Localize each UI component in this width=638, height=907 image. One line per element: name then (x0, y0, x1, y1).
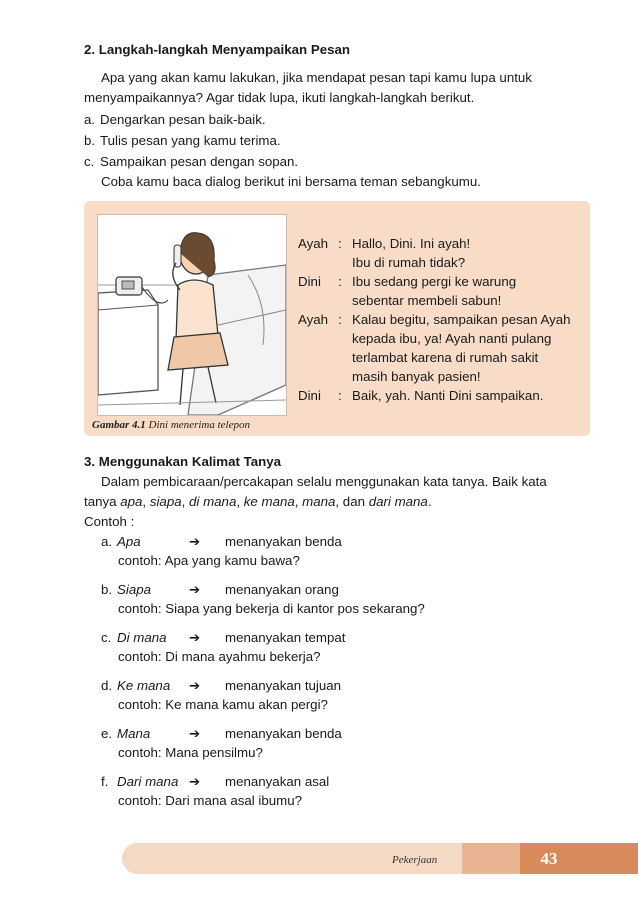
example-meaning: menanyakan asal (225, 774, 330, 789)
example-item (101, 724, 581, 772)
dialog-turn (298, 386, 593, 405)
dialog-line: sebentar membeli sabun! (352, 293, 502, 308)
dialog-speaker: Ayah (298, 312, 329, 327)
dialog-colon: : (338, 312, 342, 327)
step-item (84, 152, 594, 173)
example-meaning: menanyakan tujuan (225, 678, 342, 693)
example-word: Di mana (117, 630, 167, 645)
example-sentence: contoh: Mana pensilmu? (118, 745, 263, 760)
question-word: siapa (149, 494, 182, 509)
example-letter: f. (101, 774, 109, 789)
section-3-intro-line1: Dalam pembicaraan/percakapan selalu menggunakan kata tanya. Baik kata (101, 474, 547, 489)
dialog-line: masih banyak pasien! (352, 369, 481, 384)
dialog-turn (298, 310, 593, 386)
intro-prefix: tanya (84, 494, 117, 509)
question-word: apa (120, 494, 143, 509)
dialog-speaker: Ayah (298, 236, 329, 251)
section-2-heading: 2. Langkah-langkah Menyampaikan Pesan (84, 42, 351, 57)
examples-list (101, 532, 581, 820)
example-word: Mana (117, 726, 151, 741)
separator: , (142, 494, 147, 509)
dialog-turn (298, 272, 593, 310)
dialog-colon: : (338, 236, 342, 251)
contoh-label: Contoh : (84, 514, 135, 529)
example-sentence: contoh: Ke mana kamu akan pergi? (118, 697, 328, 712)
dialog-text (352, 386, 593, 405)
dialog-line: Kalau begitu, sampaikan pesan Ayah (352, 312, 571, 327)
example-letter: d. (101, 678, 113, 693)
page-number: 43 (540, 849, 558, 868)
dialog-line: kepada ibu, ya! Ayah nanti pulang (352, 331, 552, 346)
example-item (101, 772, 581, 820)
arrow-icon: ➔ (189, 582, 201, 597)
step-item (84, 131, 594, 152)
example-word: Dari mana (117, 774, 179, 789)
separator: , (181, 494, 186, 509)
figure-caption-text: Dini menerima telepon (148, 419, 250, 431)
dialog-text (352, 310, 593, 386)
dialog-text (352, 234, 593, 272)
dialog-line: Ibu di rumah tidak? (352, 255, 466, 270)
arrow-icon: ➔ (189, 678, 201, 693)
step-letter: c. (84, 154, 95, 169)
arrow-icon: ➔ (189, 630, 201, 645)
figure-caption-label: Gambar 4.1 (92, 419, 146, 431)
question-word: dari mana (368, 494, 428, 509)
example-word: Siapa (117, 582, 152, 597)
footer-accent-block (462, 843, 520, 874)
step-letter: a. (84, 112, 96, 127)
separator: , dan (335, 494, 365, 509)
figure-illustration (97, 214, 287, 416)
dialog-lines (298, 234, 593, 405)
dialog-line: Ibu sedang pergi ke warung (352, 274, 517, 289)
example-item (101, 628, 581, 676)
step-text: Dengarkan pesan baik-baik. (100, 112, 266, 127)
example-letter: c. (101, 630, 112, 645)
example-meaning: menanyakan benda (225, 534, 342, 549)
example-word: Apa (117, 534, 141, 549)
example-letter: a. (101, 534, 113, 549)
dialog-speaker: Dini (298, 388, 321, 403)
section-2-intro-line1: Apa yang akan kamu lakukan, jika mendapat pesan tapi kamu lupa untuk (101, 70, 532, 85)
arrow-icon: ➔ (189, 774, 201, 789)
step-text: Tulis pesan yang kamu terima. (100, 133, 281, 148)
example-meaning: menanyakan benda (225, 726, 342, 741)
step-letter: b. (84, 133, 96, 148)
example-sentence: contoh: Apa yang kamu bawa? (118, 553, 300, 568)
separator: . (427, 494, 432, 509)
section-3-heading: 3. Menggunakan Kalimat Tanya (84, 454, 282, 469)
example-word: Ke mana (117, 678, 171, 693)
footer-chapter-title: Pekerjaan (392, 854, 438, 866)
example-meaning: menanyakan orang (225, 582, 339, 597)
figure-caption (92, 416, 250, 435)
example-letter: e. (101, 726, 113, 741)
question-word: di mana (189, 494, 237, 509)
step-text: Sampaikan pesan dengan sopan. (100, 154, 299, 169)
dialog-turn (298, 234, 593, 272)
example-sentence: contoh: Di mana ayahmu bekerja? (118, 649, 321, 664)
dialog-line: Hallo, Dini. Ini ayah! (352, 236, 471, 251)
separator: , (236, 494, 241, 509)
dialog-line: Baik, yah. Nanti Dini sampaikan. (352, 388, 544, 403)
arrow-icon: ➔ (189, 726, 201, 741)
dialog-colon: : (338, 388, 342, 403)
example-item (101, 532, 581, 580)
example-letter: b. (101, 582, 113, 597)
example-item (101, 676, 581, 724)
step-item (84, 110, 594, 131)
dialog-colon: : (338, 274, 342, 289)
steps-list (84, 110, 594, 173)
question-word: mana (302, 494, 336, 509)
separator: , (294, 494, 299, 509)
section-3-intro-line2 (84, 492, 594, 511)
example-sentence: contoh: Siapa yang bekerja di kantor pos sekarang? (118, 601, 425, 616)
arrow-icon: ➔ (189, 534, 201, 549)
dialog-line: terlambat karena di rumah sakit (352, 350, 539, 365)
question-word: ke mana (243, 494, 295, 509)
example-meaning: menanyakan tempat (225, 630, 346, 645)
dialog-text (352, 272, 593, 310)
example-item (101, 580, 581, 628)
girl-on-phone-illustration (98, 215, 286, 415)
dialog-prompt: Coba kamu baca dialog berikut ini bersama teman sebangkumu. (101, 174, 481, 189)
dialog-speaker: Dini (298, 274, 321, 289)
section-2-intro-line2: menyampaikannya? Agar tidak lupa, ikuti langkah-langkah berikut. (84, 90, 475, 105)
example-sentence: contoh: Dari mana asal ibumu? (118, 793, 303, 808)
